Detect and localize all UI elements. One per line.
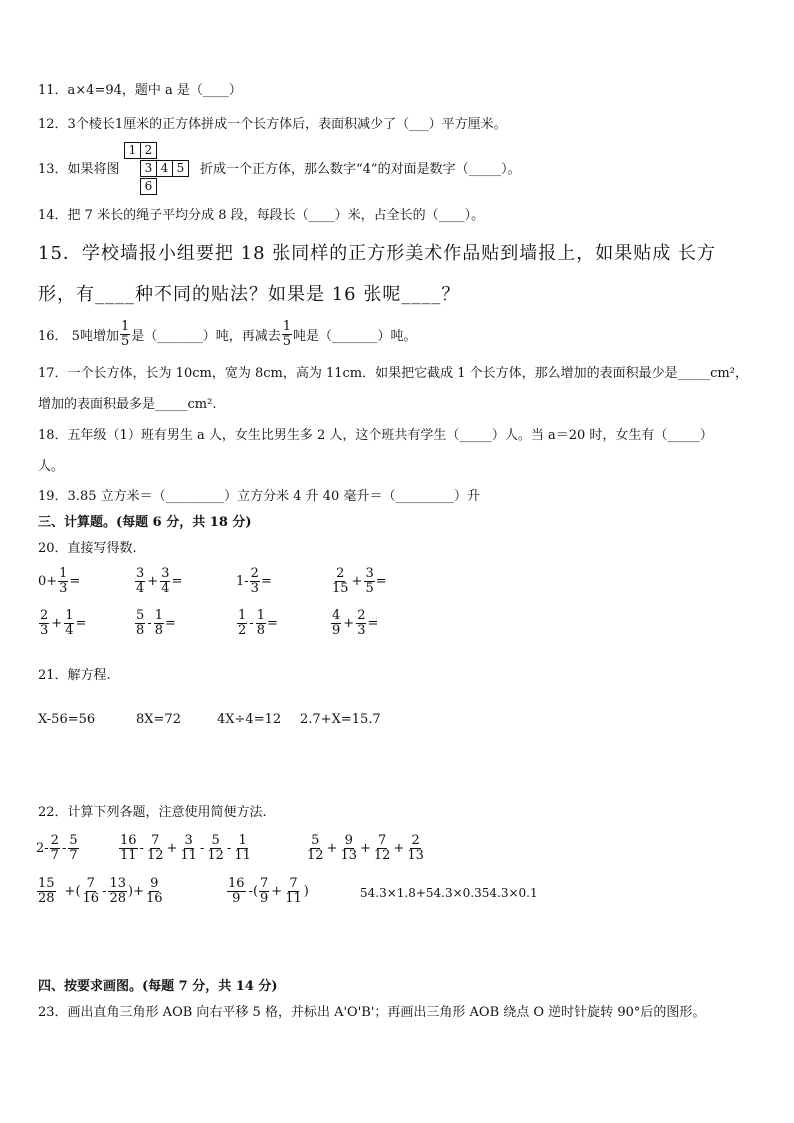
fraction: $\frac{2}{3}$	[250, 566, 259, 596]
net-cell-1: 1	[124, 142, 141, 159]
question-20: 20．直接写得数.	[38, 541, 137, 556]
q20-expression	[134, 609, 176, 638]
q22-frac: $\frac{13}{28}$	[109, 876, 127, 906]
net-cell-2: 2	[140, 142, 157, 159]
fraction: $\frac{2}{7}$	[50, 833, 59, 863]
q20-expression	[330, 609, 378, 638]
question-19: 19．3.85 立方米＝（_________）立方分米 4 升 40 毫升＝（_________）升	[38, 489, 480, 504]
q21-equation-3: 4X÷4=12	[217, 712, 282, 727]
q20-expression	[236, 609, 278, 638]
q22-expr-5	[226, 877, 309, 906]
q21-equation-2: 8X=72	[136, 712, 181, 727]
fraction: $\frac{5}{7}$	[69, 833, 78, 863]
q22-expr-4	[36, 877, 165, 906]
fraction: $\frac{5}{12}$	[307, 833, 324, 863]
fraction: $\frac{1}{2}$	[238, 608, 247, 638]
q22-expr-1	[36, 834, 80, 863]
operator: 2-	[36, 841, 49, 856]
operator: -	[139, 841, 144, 856]
operator: =	[75, 616, 87, 631]
operator: +	[360, 841, 371, 856]
section-4-heading: 四、按要求画图。(每题 7 分，共 14 分)	[38, 979, 278, 994]
q21-equation-4: 2.7+X=15.7	[300, 712, 381, 727]
fraction: $\frac{3}{11}$	[180, 833, 197, 863]
operator: -	[61, 841, 67, 856]
operator: =	[164, 616, 176, 631]
q16-fraction-1: $\frac{1}{5}$	[120, 319, 130, 349]
operator: 1-	[236, 574, 249, 589]
question-23: 23．画出直角三角形 AOB 向右平移 5 格，并标出 A'O'B'；再画出三角形 AOB 绕点 O 逆时针旋转 90°后的图形。	[38, 1005, 706, 1020]
q20-expression	[38, 567, 80, 596]
net-cell-5: 5	[172, 160, 189, 177]
fraction: $\frac{3}{5}$	[365, 566, 374, 596]
question-22: 22．计算下列各题，注意使用简便方法.	[38, 805, 267, 820]
fraction: $\frac{1}{11}$	[234, 833, 251, 863]
net-cell-3: 3	[140, 160, 157, 177]
operator: +	[326, 841, 338, 856]
operator: 0+	[38, 574, 58, 589]
operator: -	[226, 841, 232, 856]
fraction: $\frac{2}{15}$	[332, 566, 349, 596]
operator: =	[375, 574, 387, 589]
operator: =	[171, 574, 183, 589]
q22-op: )+	[128, 884, 144, 899]
q22-expr-3	[305, 834, 426, 863]
fraction: $\frac{1}{8}$	[256, 608, 265, 638]
question-11: 11．a×4=94，题中 a 是（____）	[38, 83, 242, 98]
operator: -	[249, 616, 254, 631]
q22-op: -(	[248, 884, 259, 899]
q21-equation-1: X-56=56	[38, 712, 96, 727]
q20-expression	[134, 567, 182, 596]
q22-frac: $\frac{15}{28}$	[38, 876, 55, 906]
q22-frac: $\frac{16}{9}$	[228, 876, 245, 906]
fraction: $\frac{3}{4}$	[161, 566, 170, 596]
operator: +	[166, 841, 178, 856]
fraction: $\frac{2}{3}$	[357, 608, 366, 638]
fraction: $\frac{2}{13}$	[407, 833, 424, 863]
operator: +	[343, 616, 355, 631]
q22-op: )	[303, 884, 309, 899]
q22-frac: $\frac{7}{16}$	[82, 876, 100, 906]
q20-expression	[330, 567, 387, 596]
question-21: 21．解方程.	[38, 668, 111, 683]
q22-frac: $\frac{7}{9}$	[260, 876, 269, 906]
operator: +	[393, 841, 405, 856]
operator: =	[260, 574, 272, 589]
question-15-line2: 形，有____种不同的贴法？如果是 16 张呢____？	[38, 284, 461, 305]
section-3-heading: 三、计算题。(每题 6 分，共 18 分)	[38, 515, 252, 530]
fraction: $\frac{3}{4}$	[136, 566, 145, 596]
operator: =	[266, 616, 278, 631]
q16-text-a: 16． 5吨增加	[38, 329, 119, 344]
q20-expression	[38, 609, 86, 638]
question-17-line1: 17．一个长方体，长为 10cm，宽为 8cm，高为 11cm．如果把它截成 1 个长方体，那么增加的表面积最少是_____cm²，	[38, 366, 748, 381]
q16-fraction-2: $\frac{1}{5}$	[282, 319, 292, 349]
q22-op: +	[271, 884, 283, 899]
question-13-suffix: 折成一个正方体，那么数字“4”的对面是数字（_____）。	[200, 162, 521, 177]
question-18-line2: 人。	[38, 459, 65, 474]
q22-frac: $\frac{9}{16}$	[145, 876, 163, 906]
q22-frac: $\frac{7}{11}$	[285, 876, 302, 906]
fraction: $\frac{7}{12}$	[373, 833, 391, 863]
question-16	[38, 320, 417, 349]
question-15-line1: 15．学校墙报小组要把 18 张同样的正方形美术作品贴到墙报上，如果贴成 长方	[38, 243, 716, 264]
question-12: 12．3个棱长1厘米的正方体拼成一个长方体后，表面积减少了（___）平方厘米。	[38, 117, 507, 132]
fraction: $\frac{16}{11}$	[120, 833, 137, 863]
q20-expression	[236, 567, 272, 596]
fraction: $\frac{5}{8}$	[136, 608, 145, 638]
q22-op: -	[102, 884, 107, 899]
q16-text-b: 是（_______）吨，再减去	[131, 329, 281, 344]
operator: -	[147, 616, 152, 631]
fraction: $\frac{1}{8}$	[154, 608, 163, 638]
q22-expr-2	[118, 834, 253, 863]
fraction: $\frac{7}{12}$	[146, 833, 164, 863]
operator: =	[367, 616, 379, 631]
net-cell-4: 4	[156, 160, 173, 177]
net-cell-6: 6	[140, 178, 157, 195]
question-17-line2: 增加的表面积最多是_____cm².	[38, 397, 217, 412]
fraction: $\frac{1}{4}$	[65, 608, 74, 638]
cube-net-figure	[124, 142, 204, 198]
q22-op: +(	[64, 884, 81, 899]
operator: +	[351, 574, 363, 589]
question-14: 14．把 7 米长的绳子平均分成 8 段，每段长（____）米，占全长的（____）。	[38, 208, 485, 223]
fraction: $\frac{9}{13}$	[340, 833, 357, 863]
fraction: $\frac{1}{3}$	[59, 566, 68, 596]
question-13	[38, 161, 120, 179]
operator: +	[147, 574, 159, 589]
fraction: $\frac{4}{9}$	[332, 608, 341, 638]
operator: =	[69, 574, 81, 589]
operator: -	[199, 841, 205, 856]
question-18-line1: 18．五年级（1）班有男生 a 人，女生比男生多 2 人，这个班共有学生（_____）人。当 a＝20 时，女生有（_____）	[38, 428, 713, 443]
q22-expr-6: 54.3×1.8+54.3×0.354.3×0.1	[360, 886, 538, 900]
fraction: $\frac{5}{12}$	[207, 833, 224, 863]
question-13-prefix: 13．如果将图	[38, 162, 120, 177]
operator: +	[51, 616, 63, 631]
q16-text-c: 吨是（_______）吨。	[293, 329, 417, 344]
fraction: $\frac{2}{3}$	[40, 608, 49, 638]
